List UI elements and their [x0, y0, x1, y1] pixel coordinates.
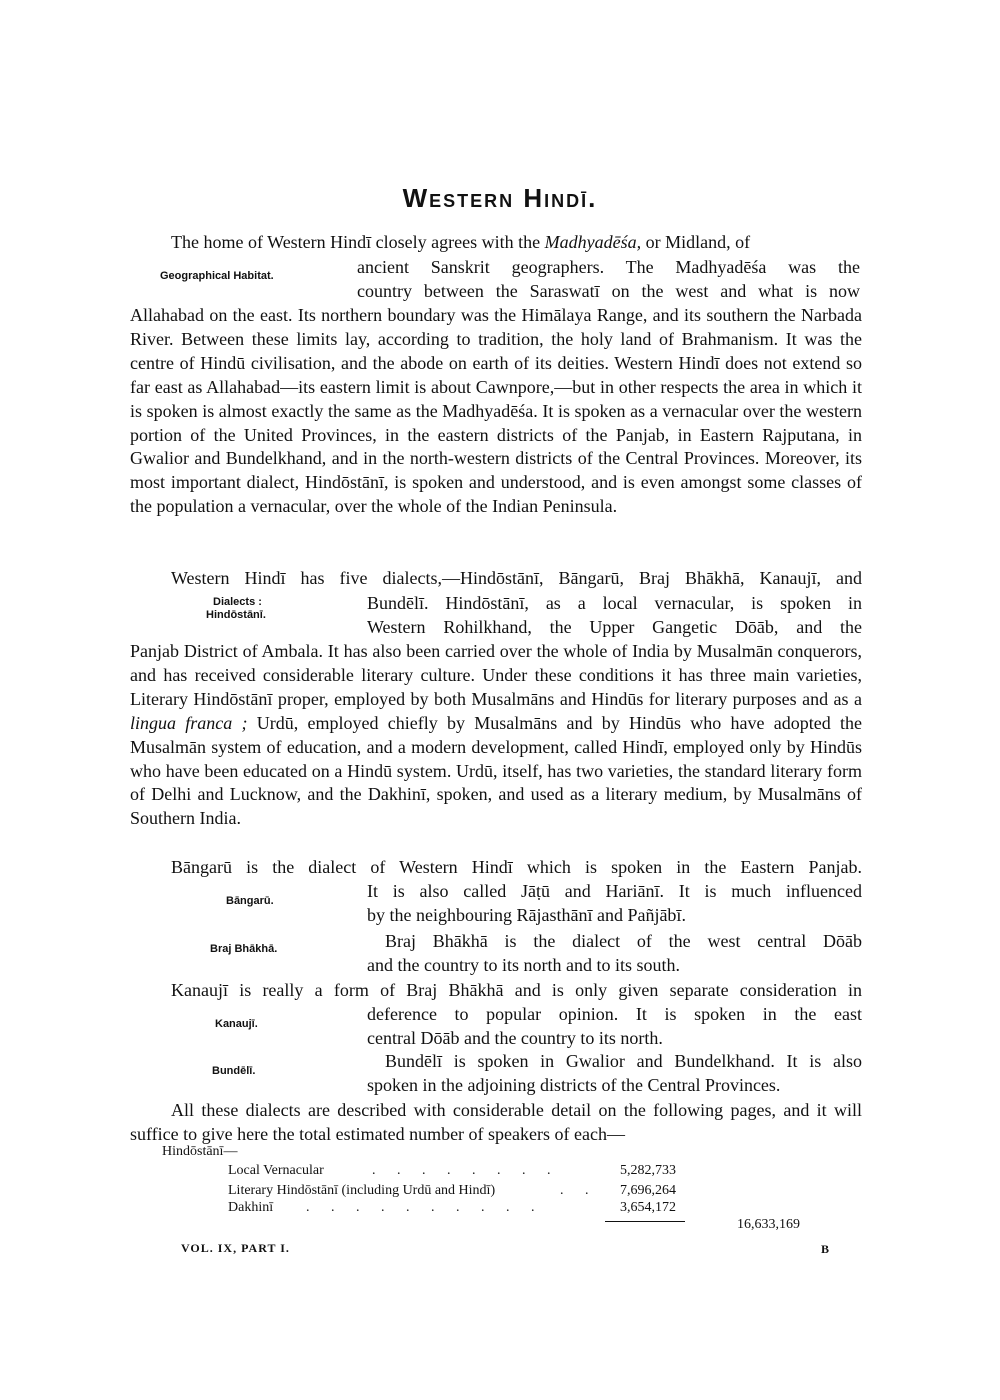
para1-first-line: The home of Western Hindī closely agrees with the Madhyadēśa, or Midland, of: [171, 232, 751, 252]
table-row-dots: . .: [560, 1183, 598, 1198]
table-row-label: Local Vernacular: [228, 1163, 324, 1178]
margin-note-dialects: Dialects :: [213, 596, 262, 608]
para4-line1: Braj Bhākhā is the dialect of the west central Dōāb: [385, 931, 862, 951]
sum-rule: [605, 1221, 685, 1222]
para3-line2: It is also called Jāṭū and Hariānī. It is much influenced: [367, 881, 862, 901]
margin-note-braj-bhakha: Braj Bhākhā.: [210, 943, 278, 955]
para2-line2: Bundēlī. Hindōstānī, as a local vernacular, is spoken in: [367, 593, 862, 613]
margin-note-bangaru: Bāngarū.: [226, 895, 274, 907]
margin-note-hindostani: Hindōstānī.: [206, 609, 266, 621]
para2-body: Panjab District of Ambala. It has also been carried over the whole of India by Musalmān conquerors, and has received considerable literary culture. Under these conditions it has three main varieties, Literary Hindōstānī proper, employed by both Musalmāns and Hindūs for literary purposes and as a lingua franca ; Urdū, employed chiefly by Musalmāns and by Hindūs who have adopted the Musalmān system of education, and a modern development, called Hindī, employed only by Hindūs who have been educated on a Hindū system. Urdū, itself, has two varieties, the standard literary form of Delhi and Lucknow, and the Dakhinī, spoken, and used as a literary medium, by Musalmāns of Southern India.: [130, 641, 862, 829]
para1-body: Allahabad on the east. Its northern boundary was the Himālaya Range, and its southern the Narbada River. Between these limits lay, according to tradition, the holy land of Brahmanism. It was the centre of Hindū civilisation, and the abode on earth of its deities. Western Hindī does not extend so far east as Allahabad—its eastern limit is about Cawnpore,—but in other respects the area in which it is spoken is almost exactly the same as the Madhyadēśa. It is spoken as a vernacular over the western portion of the United Provinces, in the eastern districts of the Panjab, in Eastern Rajputana, in Gwalior and Bundelkhand, and in the north-western districts of the Central Provinces. Moreover, its most important dialect, Hindōstānī, is spoken and understood, and is even amongst some classes of the population a vernacular, over the whole of the Indian Peninsula.: [130, 305, 862, 517]
para2-line3: Western Rohilkhand, the Upper Gangetic Dōāb, and the: [367, 617, 862, 637]
table-total: 16,633,169: [737, 1217, 800, 1232]
para5-line2: deference to popular opinion. It is spoken in the east: [367, 1004, 862, 1024]
margin-note-kanauji: Kanaujī.: [215, 1018, 258, 1030]
para1-line3: country between the Saraswatī on the west and what is now: [357, 281, 860, 301]
para5-line3: central Dōāb and the country to its north.: [367, 1028, 663, 1048]
para6-line2: spoken in the adjoining districts of the Central Provinces.: [367, 1075, 781, 1095]
margin-note-bundeli: Bundēlī.: [212, 1065, 256, 1077]
para4-line2: and the country to its north and to its south.: [367, 955, 680, 975]
table-heading: Hindōstānī—: [162, 1144, 238, 1159]
para7: All these dialects are described with considerable detail on the following pages, and it will suffice to give here the total estimated number of speakers of each—: [130, 1100, 862, 1144]
table-row-dots: . . . . . . . . . .: [306, 1200, 544, 1215]
volume-footer: VOL. IX, PART I.: [181, 1241, 290, 1255]
para1-line2: ancient Sanskrit geographers. The Madhyadēśa was the: [357, 257, 860, 277]
table-row-value: 7,696,264: [620, 1183, 676, 1198]
para5-first-line: Kanaujī is really a form of Braj Bhākhā and is only given separate consideration in: [171, 980, 862, 1000]
para2-first-line: Western Hindī has five dialects,—Hindōstānī, Bāngarū, Braj Bhākhā, Kanaujī, and: [171, 568, 862, 588]
table-row-dots: . . . . . . . .: [372, 1163, 560, 1178]
signature-mark: B: [821, 1242, 831, 1256]
para3-line3: by the neighbouring Rājasthānī and Pañjābī.: [367, 905, 686, 925]
table-row-label: Dakhinī: [228, 1200, 274, 1215]
table-row-label: Literary Hindōstānī (including Urdū and Hindī): [228, 1183, 496, 1198]
table-row-value: 5,282,733: [620, 1163, 676, 1178]
page-title: Western Hindī.: [402, 183, 598, 213]
para6-line1: Bundēlī is spoken in Gwalior and Bundelkhand. It is also: [385, 1051, 862, 1071]
para3-first-line: Bāngarū is the dialect of Western Hindī which is spoken in the Eastern Panjab.: [171, 857, 862, 877]
margin-note-geographical-habitat: Geographical Habitat.: [160, 270, 274, 282]
table-row-value: 3,654,172: [620, 1200, 676, 1215]
